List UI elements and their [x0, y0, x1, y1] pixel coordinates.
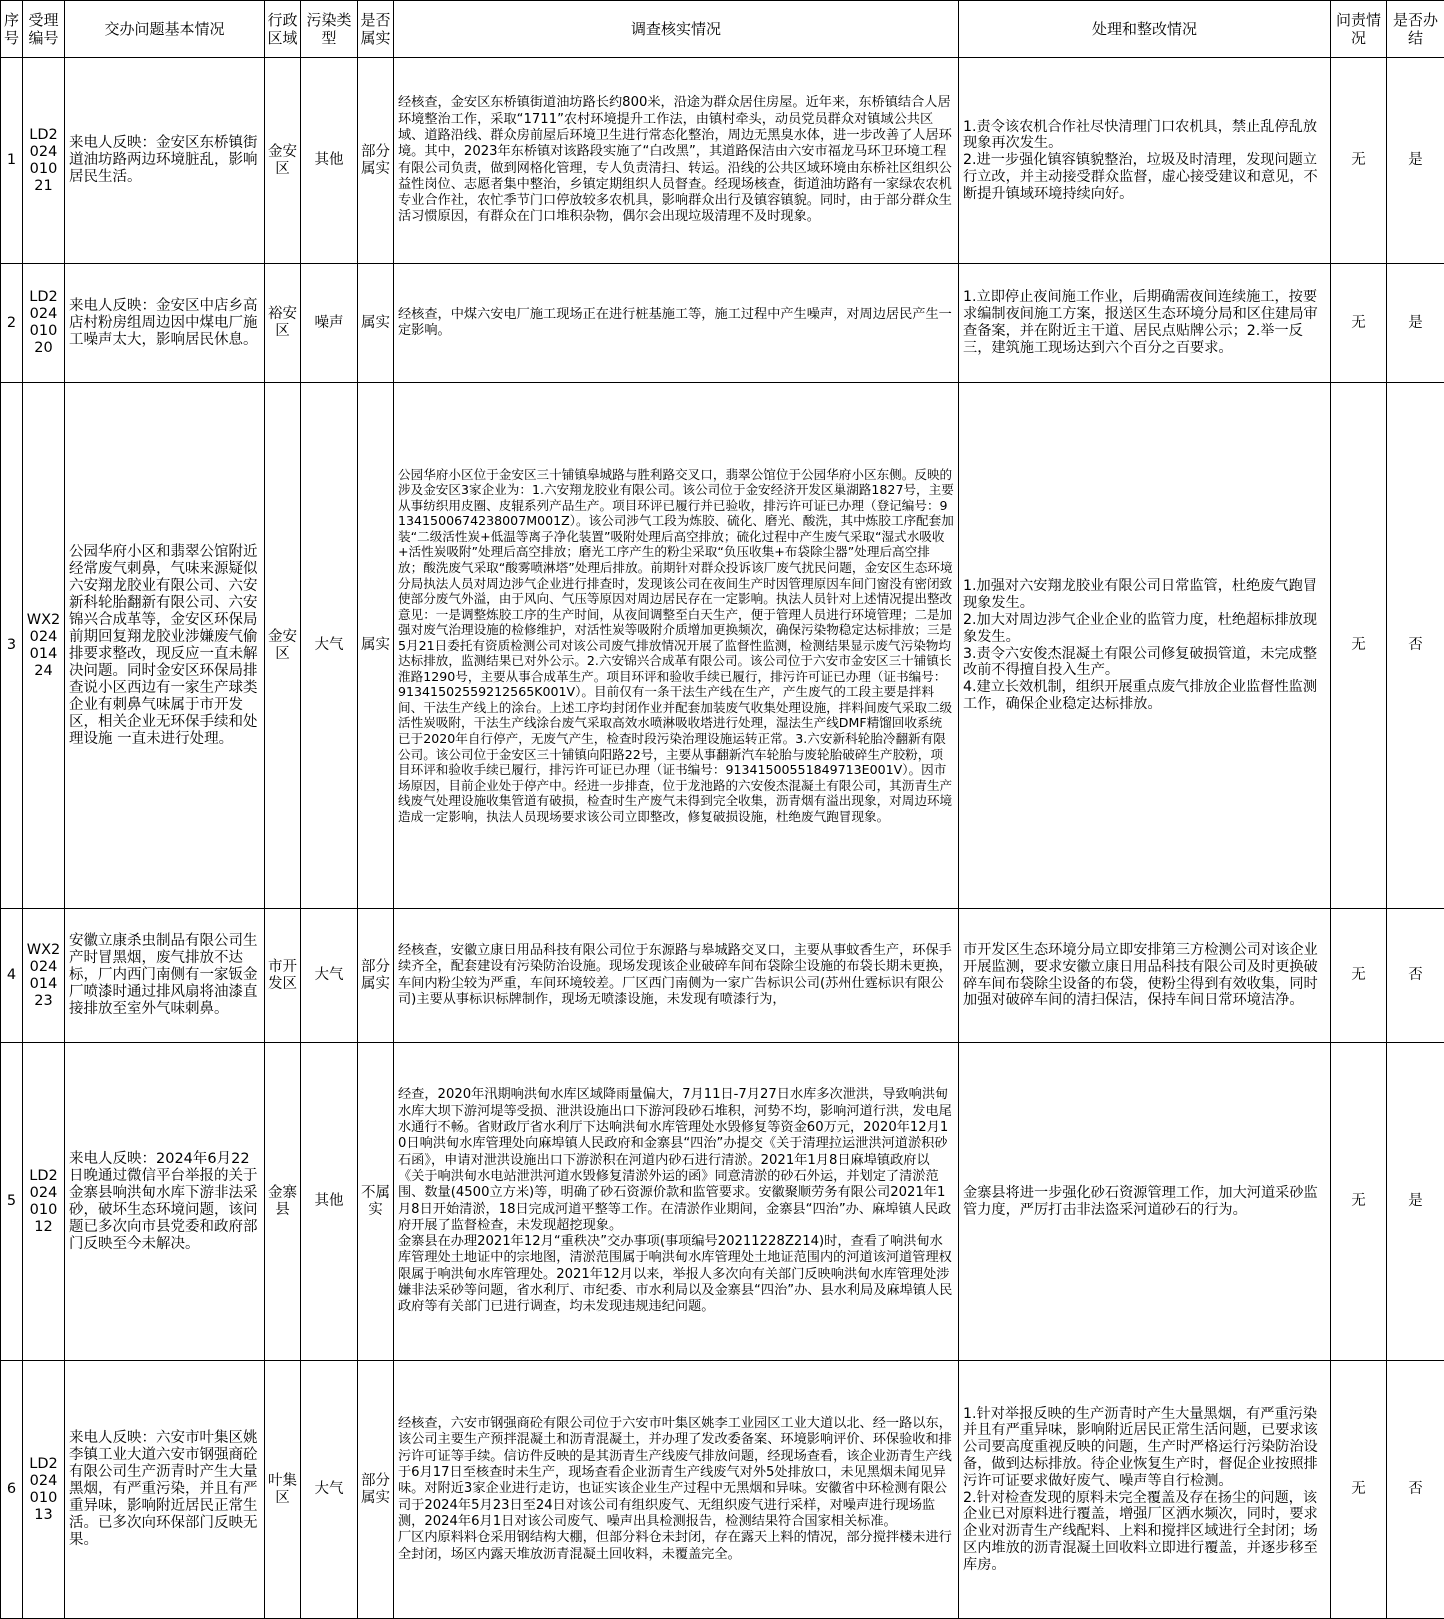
cell-id: LD202401020 — [23, 264, 65, 383]
header-actions: 处理和整改情况 — [959, 1, 1331, 58]
cell-id: WX202401424 — [23, 383, 65, 909]
header-row — [1, 1, 1444, 58]
cell-accountability: 无 — [1331, 58, 1387, 264]
cell-findings: 经核查，六安市钢强商砼有限公司位于六安市叶集区姚李工业园区工业大道以北、经一路以东，该公司主要生产预拌混凝土和沥青混凝土，并办理了发改委备案、环境影响评价、环保验收和排污许可证等手续。信访件反映的是其沥青生产线废气排放问题，经现场查看，该企业沥青生产线于6月17日至核查时未生产，现场查看企业沥青生产线废气对外5处排放口，未见黑烟未闻见异味。对附近3家企业进行走访，也证实该企业生产过程中无黑烟和异味。安徽省中环检测有限公司于2024年5月23日至24日对该公司有组织废气、无组织废气进行采样，对噪声进行现场监测，2024年6月1日对该公司废气、噪声出具检测报告，检测结果符合国家相关标准。 厂区内原料料仓采用钢结构大棚，但部分料仓未封闭，存在露天上料的情况，部分搅拌楼未进行全封闭，场区内露天堆放沥青混凝土回收料，未覆盖完全。 — [394, 1361, 959, 1619]
header-accountability: 问责情况 — [1331, 1, 1387, 58]
cell-seq: 3 — [1, 383, 23, 909]
header-findings: 调查核实情况 — [394, 1, 959, 58]
cell-region: 金安区 — [265, 383, 301, 909]
cell-actions: 金寨县将进一步强化砂石资源管理工作，加大河道采砂监管力度，严厉打击非法盗采河道砂石的行为。 — [959, 1043, 1331, 1361]
table-row — [1, 264, 1444, 383]
cell-findings: 经查，2020年汛期响洪甸水库区域降雨量偏大，7月11日-7月27日水库多次泄洪，导致响洪甸水库大坝下游河堤等受损、泄洪设施出口下游河段砂石堆积，河势不均，影响河道行洪，发电尾水通行不畅。省财政厅省水利厅下达响洪甸水库管理处水毁修复等资金60万元，2020年12月10日响洪甸水库管理处向麻埠镇人民政府和金寨县“四治”办提交《关于清理拉运泄洪河道淤积砂石函》，申请对泄洪设施出口下游淤积在河道内砂石进行清淤。2021年1月8日麻埠镇政府以《关于响洪甸水电站泄洪河道水毁修复清淤外运的函》同意清淤的砂石外运，并划定了清淤范围、数量(4500立方米)等，明确了砂石资源价款和监管要求。安徽聚顺劳务有限公司2021年1月8日开始清淤，18日完成河道平整等工作。在清淤作业期间，金寨县“四治”办、麻埠镇人民政府开展了监督检查，未发现超挖现象。 金寨县在办理2021年12月“重秩决”交办事项(事项编号20211228Z214)时，查看了响洪甸水库管理处土地证中的宗地图，清淤范围属于响洪甸水库管理处土地证范围内的河道该河道管理权限属于响洪甸水库管理处。2021年12月以来，举报人多次向有关部门反映响洪甸水库管理处涉嫌非法采砂等问题，省水利厅、市纪委、市水利局以及金寨县“四治”办、县水利局及麻埠镇人民政府等有关部门已进行调查，均未发现违规违纪问题。 — [394, 1043, 959, 1361]
cell-issue: 安徽立康杀虫制品有限公司生产时冒黑烟，废气排放不达标，厂内西门南侧有一家钣金厂喷漆时通过排风扇将油漆直接排放至室外气味刺鼻。 — [65, 909, 265, 1043]
cell-findings: 经核查，中煤六安电厂施工现场正在进行桩基施工等，施工过程中产生噪声，对周边居民产生一定影响。 — [394, 264, 959, 383]
cell-seq: 4 — [1, 909, 23, 1043]
cell-actions: 1.责令该农机合作社尽快清理门口农机具，禁止乱停乱放现象再次发生。 2.进一步强化镇容镇貌整治，垃圾及时清理，发现问题立行立改，并主动接受群众监督，虚心接受建议和意见，不断提升镇域环境持续向好。 — [959, 58, 1331, 264]
cell-region: 金安区 — [265, 58, 301, 264]
cell-findings: 经核查，安徽立康日用品科技有限公司位于东源路与皋城路交叉口，主要从事蚊香生产，环保手续齐全，配套建设有污染防治设施。现场发现该企业破碎车间布袋除尘设施的布袋长期未更换，车间内粉尘较为严重，车间环境较差。厂区西门南侧为一家广告标识公司(苏州仕霆标识有限公司)主要从事标识标牌制作，现场无喷漆设施，未发现有喷漆行为， — [394, 909, 959, 1043]
table-row — [1, 909, 1444, 1043]
cell-seq: 2 — [1, 264, 23, 383]
cell-pollution: 其他 — [301, 1043, 358, 1361]
cell-pollution: 噪声 — [301, 264, 358, 383]
cell-id: LD202401012 — [23, 1043, 65, 1361]
cell-findings: 公园华府小区位于金安区三十铺镇皋城路与胜利路交叉口，翡翠公馆位于公园华府小区东侧。反映的涉及金安区3家企业为：1.六安翔龙胶业有限公司。该公司位于金安经济开发区巢湖路1827号，主要从事纺织用皮圈、皮辊系列产品生产。项目环评已履行并已验收，排污许可证已办理（登记编号：91341500674238007M001Z）。该公司涉气工段为炼胶、硫化、磨光、酸洗，其中炼胶工序配套加装“二级活性炭+低温等离子净化装置”吸附处理后高空排放；硫化过程中产生废气采取“湿式水吸收+活性炭吸附”处理后高空排放；磨光工序产生的粉尘采取“负压收集+布袋除尘器”处理后高空排放；酸洗废气采取“酸雾喷淋塔”处理后排放。前期针对群众投诉该厂废气扰民问题，金安区生态环境分局执法人员对周边涉气企业进行排查时，发现该公司在夜间生产时因管理原因车间门窗没有密闭致使部分废气外溢，由于风向、气压等原因对周边居民存在一定影响。执法人员针对上述情况提出整改意见：一是调整炼胶工序的生产时间，从夜间调整至白天生产，便于管理人员进行环境管理；二是加强对废气治理设施的检修维护，对活性炭等吸附介质增加更换频次，确保污染物稳定达标排放；三是5月21日委托有资质检测公司对该公司废气排放情况开展了监督性监测，检测结果显示废气污染物均达标排放，监测结果已对外公示。2.六安锦兴合成革有限公司。该公司位于六安市金安区三十铺镇长淮路1290号，主要从事合成革生产。项目环评和验收手续已履行，排污许可证已办理（证书编号：91341502559212565K001V）。目前仅有一条干法生产线在生产，产生废气的工段主要是拌料间、干法生产线上的涂台。上述工序均封闭作业并配套加装废气收集处理设施，拌料间废气采取二级活性炭吸附，干法生产线涂台废气采取高效水喷淋吸收塔进行处理，湿法生产线DMF精馏回收系统已于2020年自行停产，无废气产生，检查时段污染治理设施运转正常。3.六安新科轮胎冷翻新有限公司。该公司位于金安区三十铺镇向阳路22号，主要从事翻新汽车轮胎与废轮胎破碎生产胶粉，项目环评和验收手续已履行，排污许可证已办理（证书编号：91341500551849713E001V）。因市场原因，目前企业处于停产中。经进一步排查，位于龙池路的六安俊杰混凝土有限公司，其沥青生产线废气处理设施收集管道有破损，检查时生产废气未得到完全收集，沥青烟有溢出现象，对周边环境造成一定影响，执法人员现场要求该公司立即整改，修复破损设施，杜绝废气跑冒现象。 — [394, 383, 959, 909]
cell-closed: 否 — [1387, 1361, 1444, 1619]
header-seq: 序号 — [1, 1, 23, 58]
cell-accountability: 无 — [1331, 383, 1387, 909]
cell-accountability: 无 — [1331, 1043, 1387, 1361]
cell-id: LD202401021 — [23, 58, 65, 264]
cell-issue: 来电人反映：2024年6月22日晚通过微信平台举报的关于金寨县响洪甸水库下游非法采砂，破坏生态环境问题，该问题已多次向市县党委和政府部门反映至今未解决。 — [65, 1043, 265, 1361]
table-row — [1, 58, 1444, 264]
cell-region: 叶集区 — [265, 1361, 301, 1619]
cell-accountability: 无 — [1331, 909, 1387, 1043]
cell-region: 市开发区 — [265, 909, 301, 1043]
cell-closed: 是 — [1387, 58, 1444, 264]
header-closed: 是否办结 — [1387, 1, 1444, 58]
cell-verified: 部分属实 — [358, 58, 394, 264]
cell-id: LD202401013 — [23, 1361, 65, 1619]
cell-region: 金寨县 — [265, 1043, 301, 1361]
cell-actions: 市开发区生态环境分局立即安排第三方检测公司对该企业开展监测，要求安徽立康日用品科技有限公司及时更换破碎车间布袋除尘设备的布袋，使粉尘得到有效收集，同时加强对破碎车间的清扫保洁，保持车间日常环境洁净。 — [959, 909, 1331, 1043]
table-row — [1, 1361, 1444, 1619]
cell-pollution: 其他 — [301, 58, 358, 264]
cell-closed: 是 — [1387, 1043, 1444, 1361]
cell-pollution: 大气 — [301, 383, 358, 909]
cell-issue: 来电人反映：金安区东桥镇街道油坊路两边环境脏乱，影响居民生活。 — [65, 58, 265, 264]
cell-findings: 经核查，金安区东桥镇街道油坊路长约800米，沿途为群众居住房屋。近年来，东桥镇结合人居环境整治工作，采取“1711”农村环境提升工作法，由镇村牵头，动员党员群众对镇域公共区域、道路沿线、群众房前屋后环境卫生进行常态化整治，周边无黑臭水体，进一步改善了人居环境。其中，2023年东桥镇对该路段实施了“白改黑”，其道路保洁由六安市福龙马环卫环境工程有限公司负责，做到网格化管理，专人负责清扫、转运。沿线的公共区域环境由东桥社区组织公益性岗位、志愿者集中整治，乡镇定期组织人员督查。经现场核查，街道油坊路有一家绿农农机专业合作社，农忙季节门口停放较多农机具，影响群众出行及镇容镇貌。同时，由于部分群众生活习惯原因，有群众在门口堆积杂物，偶尔会出现垃圾清理不及时现象。 — [394, 58, 959, 264]
cell-actions: 1.针对举报反映的生产沥青时产生大量黑烟，有严重污染并且有严重异味，影响附近居民正常生活问题，已要求该公司要高度重视反映的问题，生产时严格运行污染防治设备，做到达标排放。待企业恢复生产时，督促企业按照排污许可证要求做好废气、噪声等自行检测。 2.针对检查发现的原料未完全覆盖及存在扬尘的问题，该企业已对原料进行覆盖，增强厂区洒水频次，同时，要求企业对沥青生产线配料、上料和搅拌区域进行全封闭；场区内堆放的沥青混凝土回收料立即进行覆盖，并逐步移至库房。 — [959, 1361, 1331, 1619]
cell-seq: 5 — [1, 1043, 23, 1361]
cell-closed: 否 — [1387, 383, 1444, 909]
header-verified: 是否属实 — [358, 1, 394, 58]
cell-verified: 部分属实 — [358, 909, 394, 1043]
cell-pollution: 大气 — [301, 1361, 358, 1619]
cell-region: 裕安区 — [265, 264, 301, 383]
table-row — [1, 383, 1444, 909]
header-pollution: 污染类型 — [301, 1, 358, 58]
table-row — [1, 1043, 1444, 1361]
cell-issue: 来电人反映：金安区中店乡高店村粉房组周边因中煤电厂施工噪声太大，影响居民休息。 — [65, 264, 265, 383]
cell-id: WX202401423 — [23, 909, 65, 1043]
cell-verified: 属实 — [358, 264, 394, 383]
cell-accountability: 无 — [1331, 1361, 1387, 1619]
cell-pollution: 大气 — [301, 909, 358, 1043]
cell-issue: 来电人反映：六安市叶集区姚李镇工业大道六安市钢强商砼有限公司生产沥青时产生大量黑烟，有严重污染，并且有严重异味，影响附近居民正常生活。已多次向环保部门反映无果。 — [65, 1361, 265, 1619]
cell-accountability: 无 — [1331, 264, 1387, 383]
cell-actions: 1.立即停止夜间施工作业，后期确需夜间连续施工，按要求编制夜间施工方案，报送区生态环境分局和区住建局审查备案，并在附近主干道、居民点贴牌公示；2.举一反三，建筑施工现场达到六个百分之百要求。 — [959, 264, 1331, 383]
cell-seq: 1 — [1, 58, 23, 264]
cell-actions: 1.加强对六安翔龙胶业有限公司日常监管，杜绝废气跑冒现象发生。 2.加大对周边涉气企业企业的监管力度，杜绝超标排放现象发生。 3.责令六安俊杰混凝土有限公司修复破损管道，未完成整改前不得擅自投入生产。 4.建立长效机制，组织开展重点废气排放企业监督性监测工作，确保企业稳定达标排放。 — [959, 383, 1331, 909]
header-region: 行政区域 — [265, 1, 301, 58]
cell-verified: 部分属实 — [358, 1361, 394, 1619]
cell-closed: 是 — [1387, 264, 1444, 383]
cell-seq: 6 — [1, 1361, 23, 1619]
cell-verified: 不属实 — [358, 1043, 394, 1361]
cell-issue: 公园华府小区和翡翠公馆附近经常废气刺鼻，气味来源疑似六安翔龙胶业有限公司、六安新科轮胎翻新有限公司、六安锦兴合成革等，金安区环保局前期回复翔龙胶业涉嫌废气偷排要求整改，现反应一直未解决问题。同时金安区环保局排查说小区西边有一家生产球类企业有刺鼻气味属于市开发区，相关企业无环保手续和处理设施 一直未进行处理。 — [65, 383, 265, 909]
header-issue: 交办问题基本情况 — [65, 1, 265, 58]
header-id: 受理编号 — [23, 1, 65, 58]
cell-verified: 属实 — [358, 383, 394, 909]
cell-closed: 否 — [1387, 909, 1444, 1043]
